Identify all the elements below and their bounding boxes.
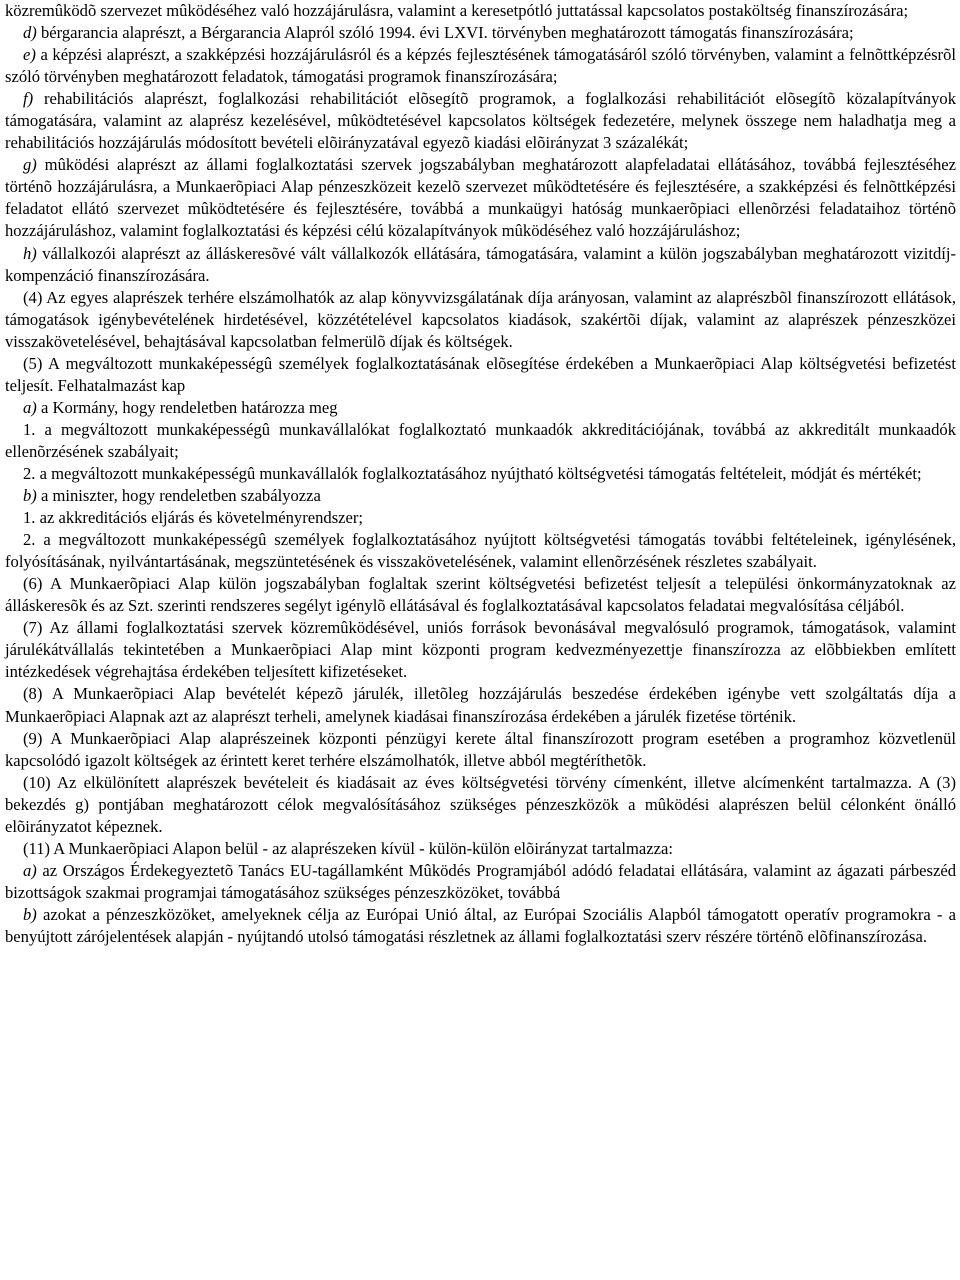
- paragraph-text: (5) A megváltozott munkaképességû személyek foglalkoztatásának elõsegítése érdekében a Munkaerõpiaci Alap költségvetési befizetést teljesít. Felhatalmazást kap: [5, 353, 956, 395]
- paragraph-8: [5, 397, 956, 419]
- item-label: d): [23, 23, 37, 43]
- paragraph-4: [5, 154, 956, 242]
- paragraph-text: (11) A Munkaerõpiaci Alapon belül - az alaprészeken kívül - külön-külön elõirányzat tartalmazza:: [23, 838, 673, 858]
- item-label: g): [23, 155, 37, 175]
- paragraph-text: 1. a megváltozott munkaképességû munkavállalókat foglalkoztató munkaadók akkreditációjának, továbbá az akkreditált munkaadók ellenõrzésének szabályait;: [5, 419, 956, 461]
- paragraph-7: [5, 353, 956, 397]
- paragraph-text: a miniszter, hogy rendeletben szabályozza: [36, 486, 321, 506]
- paragraph-text: vállalkozói alaprészt az álláskeresõvé vált vállalkozók ellátására, támogatására, valamint a külön jogszabályban meghatározott vizitdíj-kompenzáció finanszírozására.: [5, 243, 956, 285]
- paragraph-text: (6) A Munkaerõpiaci Alap külön jogszabályban foglaltak szerint költségvetési befizetést teljesít a települési önkormányzatoknak az álláskeresõk és az Szt. szerinti rendszeres segélyt igénylõ ellátásával és foglalkoztatásával kapcsolatos feladatai megvalósítása céljából.: [5, 574, 956, 616]
- paragraph-text: közremûködõ szervezet mûködéséhez való hozzájárulásra, valamint a keresetpótló juttatással kapcsolatos postaköltség finanszírozására;: [5, 1, 909, 20]
- paragraph-20: [5, 860, 956, 904]
- paragraph-18: [5, 772, 956, 838]
- paragraph-text: rehabilitációs alaprészt, foglalkozási rehabilitációt elõsegítõ programok, a foglalkozási rehabilitációt elõsegítõ közalapítványok támogatására, valamint az alaprész kezelésével, mûködtetésével kapcsolatos költségek fedezetére, melynek összege nem haladhatja meg a rehabilitációs hozzájárulás módosított bevételi elõirányzatával egyezõ kiadási elõirányzat 3 százalékát;: [5, 89, 956, 153]
- paragraph-14: [5, 573, 956, 617]
- paragraph-19: [5, 838, 956, 860]
- item-label: b): [23, 904, 37, 924]
- paragraph-text: (10) Az elkülönített alaprészek bevételeit és kiadásait az éves költségvetési törvény címenként, illetve alcímenként tartalmazza. A (3) bekezdés g) pontjában meghatározott célok megvalósításához szükséges pénzeszközök a mûködési alaprészen belül célonként önálló elõirányzatot képeznek.: [5, 772, 956, 836]
- paragraph-text: bérgarancia alaprészt, a Bérgarancia Alapról szóló 1994. évi LXVI. törvényben meghatározott támogatás finanszírozására;: [36, 23, 854, 43]
- item-label: e): [23, 45, 36, 65]
- paragraph-text: 2. a megváltozott munkaképességû személyek foglalkoztatásához nyújtott költségvetési támogatás további feltételeinek, igénylésének, folyósításának, nyilvántartásának, megszüntetésének és visszakövetelésének, valamint ellenõrzésének részletes szabályait.: [5, 530, 956, 572]
- item-label: f): [23, 89, 34, 109]
- paragraph-3: [5, 88, 956, 154]
- paragraph-text: (4) Az egyes alaprészek terhére elszámolhatók az alap könyvvizsgálatának díja arányosan, valamint az alaprészbõl finanszírozott ellátások, támogatások igénybevételének hirdetésével, közzétételével kapcsolatos kiadások, szakértõi díjak, valamint az alaprészek pénzeszközei visszakövetelésével, behajtásával kapcsolatban felmerülõ díjak és költségek.: [5, 287, 956, 351]
- paragraph-1: [5, 22, 956, 44]
- paragraph-10: [5, 463, 956, 485]
- paragraph-text: (8) A Munkaerõpiaci Alap bevételét képezõ járulék, illetõleg hozzájárulás beszedése érdekében igénybe vett szolgáltatás díja a Munkaerõpiaci Alapnak azt az alaprészt terheli, amelynek kiadásai finanszírozása érdekében a járulék fizetése történik.: [5, 684, 956, 726]
- paragraph-15: [5, 617, 956, 683]
- paragraph-text: (7) Az állami foglalkoztatási szervek közremûködésével, uniós források bevonásával megvalósuló programok, támogatások, valamint járulékátvállalás tekintetében a Munkaerõpiaci Alap mint központi program kedvezményezettje finanszírozza az elõbbiekben említett intézkedések végrehajtása érdekében teljesített kifizetéseket.: [5, 618, 956, 682]
- paragraph-text: azokat a pénzeszközöket, amelyeknek célja az Európai Unió által, az Európai Szociális Alapból támogatott operatív programokra - a benyújtott zárójelentések alapján - nyújtandó utolsó támogatási részletnek az állami foglalkoztatási szerv részére történõ elõfinanszírozása.: [5, 904, 956, 946]
- paragraph-12: [5, 507, 956, 529]
- item-label: b): [23, 486, 37, 506]
- item-label: a): [23, 397, 37, 417]
- paragraph-text: 2. a megváltozott munkaképességû munkavállalók foglalkoztatásához nyújtható költségvetési támogatás feltételeit, módját és mértékét;: [23, 463, 922, 483]
- paragraph-11: [5, 485, 956, 507]
- paragraph-16: [5, 683, 956, 727]
- paragraph-2: [5, 44, 956, 88]
- item-label: h): [23, 243, 37, 263]
- item-label: a): [23, 860, 37, 880]
- paragraph-13: [5, 529, 956, 573]
- paragraph-9: [5, 419, 956, 463]
- paragraph-text: az Országos Érdekegyeztetõ Tanács EU-tagállamként Mûködés Programjából adódó feladatai ellátására, valamint az ágazati párbeszéd bizottságok szakmai programjai támogatásához szükséges pénzeszközöket, továbbá: [5, 860, 956, 902]
- paragraph-17: [5, 728, 956, 772]
- paragraph-text: 1. az akkreditációs eljárás és követelményrendszer;: [23, 508, 364, 528]
- paragraph-5: [5, 243, 956, 287]
- paragraph-text: a Kormány, hogy rendeletben határozza meg: [36, 397, 338, 417]
- paragraph-text: (9) A Munkaerõpiaci Alap alaprészeinek központi pénzügyi kerete által finanszírozott program esetében a programhoz közvetlenül kapcsolódó igazolt költségek az érintett keret terhére elszámolhatók, illetve abból megtéríthetõk.: [5, 728, 956, 770]
- paragraph-21: [5, 904, 956, 948]
- paragraph-text: mûködési alaprészt az állami foglalkoztatási szervek jogszabályban meghatározott alapfeladatai ellátásához, továbbá fejlesztéséhez történõ hozzájárulásra, a Munkaerõpiaci Alap pénzeszközeit kezelõ szervezet mûködtetésére és fejlesztésére, a szakképzési és felnõttképzési feladatot ellátó szervezet mûködtetésére és fejlesztésére, továbbá a munkaügyi hatóság munkaerõpiaci ellenõrzési feladataihoz történõ hozzájáruláshoz, valamint foglalkoztatási és képzési célú közalapítványok mûködéséhez való hozzájáruláshoz;: [5, 155, 956, 241]
- paragraph-6: [5, 287, 956, 353]
- paragraph-0: [5, 0, 956, 22]
- paragraph-text: a képzési alaprészt, a szakképzési hozzájárulásról és a képzés fejlesztésének támogatásáról szóló törvényben, valamint a felnõttképzésrõl szóló törvényben meghatározott feladatok, támogatási programok finanszírozására;: [5, 45, 956, 87]
